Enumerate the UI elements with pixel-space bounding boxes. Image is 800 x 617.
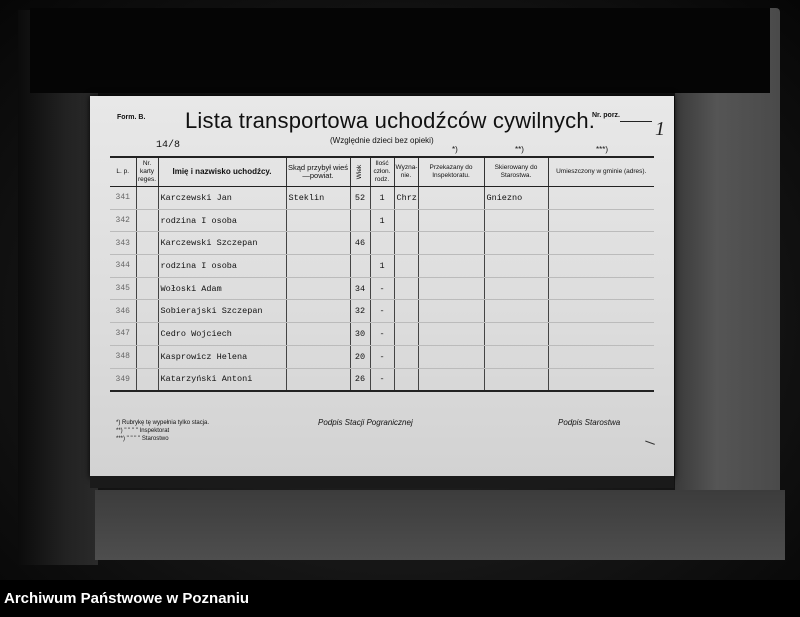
table-row <box>110 300 654 323</box>
cell-age: 32 <box>350 300 370 323</box>
cell-members: 1 <box>370 187 394 210</box>
table-row <box>110 345 654 368</box>
cell-age: 52 <box>350 187 370 210</box>
cell-name: Sobierajski Szczepan <box>158 300 286 323</box>
cell-members: 1 <box>370 209 394 232</box>
signature-station-label: Podpis Stacji Pogranicznej <box>318 418 413 427</box>
cell-members: - <box>370 345 394 368</box>
cell-from <box>286 209 350 232</box>
cell-name: Cedro Wojciech <box>158 323 286 346</box>
cell-faith <box>394 209 418 232</box>
nr-porz-label: Nr. porz. <box>592 112 621 119</box>
cell-members: - <box>370 323 394 346</box>
glass-plate-bottom <box>95 490 785 560</box>
cell-lp: 347 <box>110 323 136 346</box>
cell-starostwo <box>484 232 548 255</box>
col-header-starostwo: Skierowany do Starostwa. <box>484 157 548 187</box>
cell-gmina <box>548 323 654 346</box>
cell-inspektorat <box>418 323 484 346</box>
col-header-gmina: Umieszczony w gminie (adres). <box>548 157 654 187</box>
cell-lp: 343 <box>110 232 136 255</box>
cell-starostwo <box>484 368 548 391</box>
footnote-1: *) Rubrykę tę wypełnia tylko stacja. <box>116 420 210 426</box>
cell-from: Steklin <box>286 187 350 210</box>
cell-inspektorat <box>418 277 484 300</box>
cell-gmina <box>548 255 654 278</box>
cell-starostwo <box>484 209 548 232</box>
cell-nr <box>136 187 158 210</box>
cell-lp: 344 <box>110 255 136 278</box>
col-header-lp: L. p. <box>110 157 136 187</box>
cell-inspektorat <box>418 300 484 323</box>
table-row <box>110 255 654 278</box>
cell-age: 34 <box>350 277 370 300</box>
cell-inspektorat <box>418 209 484 232</box>
cell-nr <box>136 345 158 368</box>
cell-from <box>286 277 350 300</box>
table-row <box>110 368 654 391</box>
cell-from <box>286 255 350 278</box>
col-header-members: Ilość człon. rodz. <box>370 157 394 187</box>
col-header-inspektorat: Przekazany do Inspektoratu. <box>418 157 484 187</box>
cell-inspektorat <box>418 232 484 255</box>
cell-faith: Chrz <box>394 187 418 210</box>
cell-nr <box>136 209 158 232</box>
cell-name: Kasprowicz Helena <box>158 345 286 368</box>
cell-age: 30 <box>350 323 370 346</box>
col-header-faith: Wyzna-nie. <box>394 157 418 187</box>
cell-starostwo: Gniezno <box>484 187 548 210</box>
cell-nr <box>136 277 158 300</box>
cell-inspektorat <box>418 187 484 210</box>
cell-starostwo <box>484 300 548 323</box>
cell-starostwo <box>484 277 548 300</box>
cell-nr <box>136 323 158 346</box>
cell-faith <box>394 368 418 391</box>
cell-nr <box>136 368 158 391</box>
cell-faith <box>394 255 418 278</box>
cell-name: Katarzyński Antoni <box>158 368 286 391</box>
cell-name: rodzina I osoba <box>158 209 286 232</box>
cell-name: Karczewski Jan <box>158 187 286 210</box>
cell-from <box>286 300 350 323</box>
nr-porz-value: 1 <box>655 118 665 140</box>
cell-lp: 345 <box>110 277 136 300</box>
cell-faith <box>394 277 418 300</box>
cell-members: 1 <box>370 255 394 278</box>
col-header-card-nr: Nr. karty reges. <box>136 157 158 187</box>
archive-caption: Archiwum Państwowe w Poznaniu <box>4 590 250 607</box>
cell-faith <box>394 300 418 323</box>
cell-gmina <box>548 232 654 255</box>
cell-gmina <box>548 345 654 368</box>
cell-lp: 341 <box>110 187 136 210</box>
cell-lp: 349 <box>110 368 136 391</box>
archive-caption-bar <box>0 580 800 617</box>
table-row <box>110 232 654 255</box>
cell-from <box>286 232 350 255</box>
cell-nr <box>136 300 158 323</box>
cell-members: - <box>370 368 394 391</box>
glass-plate-left <box>18 10 98 565</box>
document-title: Lista transportowa uchodźców cywilnych. <box>185 108 596 133</box>
cell-starostwo <box>484 345 548 368</box>
cell-age: 46 <box>350 232 370 255</box>
cell-gmina <box>548 368 654 391</box>
table-row <box>110 277 654 300</box>
cell-inspektorat <box>418 368 484 391</box>
cell-from <box>286 323 350 346</box>
table-header-row <box>110 157 654 187</box>
cell-members <box>370 232 394 255</box>
cell-lp: 342 <box>110 209 136 232</box>
cell-faith <box>394 323 418 346</box>
cell-nr <box>136 232 158 255</box>
table-row <box>110 209 654 232</box>
header-mark-2: **) <box>515 145 524 154</box>
table-row <box>110 187 654 210</box>
col-header-name: Imię i nazwisko uchodźcy. <box>158 157 286 187</box>
document-date: 14/8 <box>156 140 181 151</box>
header-mark-1: *) <box>452 145 458 154</box>
paper-edge <box>90 476 674 488</box>
cell-age <box>350 255 370 278</box>
cell-members: - <box>370 300 394 323</box>
header-mark-3: ***) <box>596 145 609 154</box>
cell-age <box>350 209 370 232</box>
cell-age: 26 <box>350 368 370 391</box>
footnote-2: **) " " " " Inspektorat <box>116 428 170 434</box>
cell-name: Wołoski Adam <box>158 277 286 300</box>
nr-porz-line <box>620 121 652 122</box>
top-dark-band <box>30 8 770 93</box>
form-label: Form. B. <box>117 114 146 121</box>
col-header-age <box>350 157 370 187</box>
signature-starostwo-label: Podpis Starostwa <box>558 418 621 427</box>
cell-inspektorat <box>418 255 484 278</box>
cell-age: 20 <box>350 345 370 368</box>
document-subtitle: (Względnie dzieci bez opieki) <box>330 136 434 145</box>
footnote-3: ***) " " " " Starostwo <box>116 436 169 442</box>
cell-inspektorat <box>418 345 484 368</box>
cell-from <box>286 368 350 391</box>
cell-nr <box>136 255 158 278</box>
cell-name: rodzina I osoba <box>158 255 286 278</box>
cell-starostwo <box>484 255 548 278</box>
cell-starostwo <box>484 323 548 346</box>
cell-gmina <box>548 300 654 323</box>
cell-gmina <box>548 277 654 300</box>
cell-gmina <box>548 187 654 210</box>
cell-lp: 348 <box>110 345 136 368</box>
cell-gmina <box>548 209 654 232</box>
col-header-age-label: Wiek <box>355 164 363 180</box>
cell-name: Karczewski Szczepan <box>158 232 286 255</box>
table-row <box>110 323 654 346</box>
cell-lp: 346 <box>110 300 136 323</box>
cell-members: - <box>370 277 394 300</box>
col-header-from: Skąd przybył wieś—powiat. <box>286 157 350 187</box>
cell-from <box>286 345 350 368</box>
cell-faith <box>394 345 418 368</box>
cell-faith <box>394 232 418 255</box>
refugee-table <box>110 156 654 392</box>
